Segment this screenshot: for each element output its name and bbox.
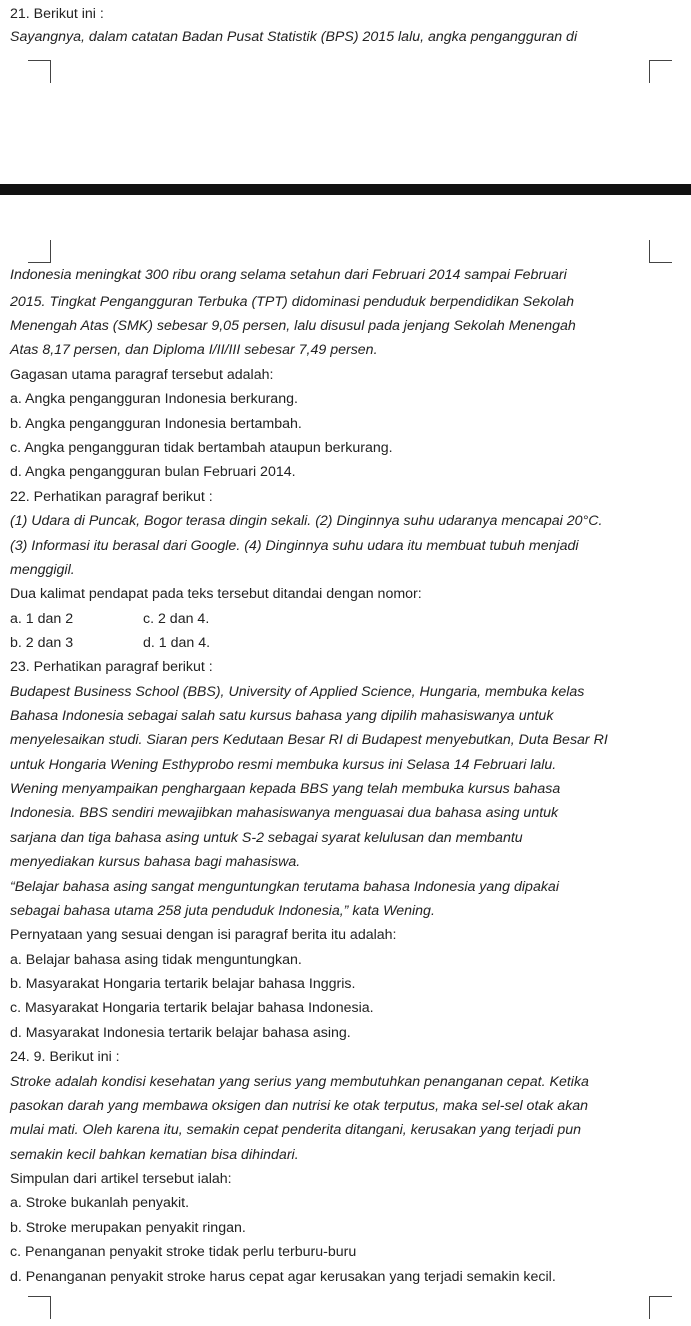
crop-mark-bottom-left	[28, 1296, 51, 1319]
passage-line: untuk Hongaria Wening Esthyprobo resmi membuka kursus ini Selasa 14 Februari lalu.	[10, 757, 557, 773]
question-prompt: Dua kalimat pendapat pada teks tersebut ditandai dengan nomor:	[10, 586, 422, 602]
question-header: 21. Berikut ini :	[10, 6, 104, 22]
passage-line: pasokan darah yang membawa oksigen dan nutrisi ke otak terputus, maka sel-sel otak akan	[10, 1098, 589, 1114]
answer-option[interactable]: b. Masyarakat Hongaria tertarik belajar bahasa Inggris.	[10, 976, 356, 992]
answer-option[interactable]: b. Stroke merupakan penyakit ringan.	[10, 1220, 246, 1236]
answer-option[interactable]: d. Penanganan penyakit stroke harus cepat agar kerusakan yang terjadi semakin kecil.	[10, 1269, 556, 1285]
answer-option[interactable]: c. 2 dan 4.	[143, 611, 210, 627]
crop-mark-mid-left	[28, 240, 51, 263]
passage-line: menggigil.	[10, 562, 75, 578]
answer-option[interactable]: d. Masyarakat Indonesia tertarik belajar bahasa asing.	[10, 1025, 351, 1041]
answer-option[interactable]: a. Angka pengangguran Indonesia berkurang.	[10, 391, 298, 407]
answer-option[interactable]: c. Penanganan penyakit stroke tidak perlu terburu-buru	[10, 1244, 357, 1260]
answer-option[interactable]: a. Stroke bukanlah penyakit.	[10, 1195, 190, 1211]
passage-line: semakin kecil bahkan kematian bisa dihindari.	[10, 1147, 299, 1163]
question-header: 24. 9. Berikut ini :	[10, 1049, 120, 1065]
passage-line: Sayangnya, dalam catatan Badan Pusat Statistik (BPS) 2015 lalu, angka pengangguran di	[10, 29, 578, 45]
passage-line: menyelesaikan studi. Siaran pers Kedutaan Besar RI di Budapest menyebutkan, Duta Besar RI	[10, 732, 608, 748]
passage-line: Stroke adalah kondisi kesehatan yang serius yang membutuhkan penanganan cepat. Ketika	[10, 1074, 589, 1090]
question-header: 22. Perhatikan paragraf berikut :	[10, 489, 213, 505]
crop-mark-mid-right	[649, 240, 672, 263]
question-prompt: Pernyataan yang sesuai dengan isi paragraf berita itu adalah:	[10, 927, 397, 943]
passage-line: (1) Udara di Puncak, Bogor terasa dingin sekali. (2) Dinginnya suhu udaranya mencapai 20°C.	[10, 513, 603, 529]
question-header: 23. Perhatikan paragraf berikut :	[10, 659, 213, 675]
passage-line: mulai mati. Oleh karena itu, semakin cepat penderita ditangani, kerusakan yang terjadi pun	[10, 1122, 581, 1138]
crop-mark-top-left	[28, 60, 51, 83]
answer-option[interactable]: b. 2 dan 3	[10, 635, 74, 651]
passage-line: Wening menyampaikan penghargaan kepada BBS yang telah membuka kursus bahasa	[10, 781, 561, 797]
passage-line: Budapest Business School (BBS), University of Applied Science, Hungaria, membuka kelas	[10, 684, 585, 700]
answer-option[interactable]: d. 1 dan 4.	[143, 635, 211, 651]
passage-line: Bahasa Indonesia sebagai salah satu kursus bahasa yang dipilih mahasiswanya untuk	[10, 708, 554, 724]
answer-option[interactable]: b. Angka pengangguran Indonesia bertambah.	[10, 416, 302, 432]
answer-option[interactable]: d. Angka pengangguran bulan Februari 2014.	[10, 464, 296, 480]
question-prompt: Gagasan utama paragraf tersebut adalah:	[10, 367, 274, 383]
crop-mark-bottom-right	[649, 1296, 672, 1319]
answer-option[interactable]: c. Angka pengangguran tidak bertambah ataupun berkurang.	[10, 440, 393, 456]
passage-line: Indonesia. BBS sendiri mewajibkan mahasiswanya menguasai dua bahasa asing untuk	[10, 805, 559, 821]
passage-line: 2015. Tingkat Pengangguran Terbuka (TPT) didominasi penduduk berpendidikan Sekolah	[10, 294, 575, 310]
passage-line: sarjana dan tiga bahasa asing untuk S-2 sebagai syarat kelulusan dan membantu	[10, 830, 523, 846]
passage-line: Indonesia meningkat 300 ribu orang selama setahun dari Februari 2014 sampai Februari	[10, 267, 567, 283]
crop-mark-top-right	[649, 60, 672, 83]
passage-line: “Belajar bahasa asing sangat menguntungkan terutama bahasa Indonesia yang dipakai	[10, 879, 559, 895]
passage-line: (3) Informasi itu berasal dari Google. (4) Dinginnya suhu udara itu membuat tubuh menjadi	[10, 538, 579, 554]
question-prompt: Simpulan dari artikel tersebut ialah:	[10, 1171, 232, 1187]
passage-line: menyediakan kursus bahasa bagi mahasiswa.	[10, 854, 301, 870]
passage-line: Menengah Atas (SMK) sebesar 9,05 persen, lalu disusul pada jenjang Sekolah Menengah	[10, 318, 576, 334]
page-separator-bar	[0, 184, 691, 195]
passage-line: sebagai bahasa utama 258 juta penduduk Indonesia,” kata Wening.	[10, 903, 435, 919]
answer-option[interactable]: a. Belajar bahasa asing tidak menguntungkan.	[10, 952, 302, 968]
passage-line: Atas 8,17 persen, dan Diploma I/II/III sebesar 7,49 persen.	[10, 342, 378, 358]
answer-option[interactable]: c. Masyarakat Hongaria tertarik belajar bahasa Indonesia.	[10, 1000, 374, 1016]
answer-option[interactable]: a. 1 dan 2	[10, 611, 74, 627]
